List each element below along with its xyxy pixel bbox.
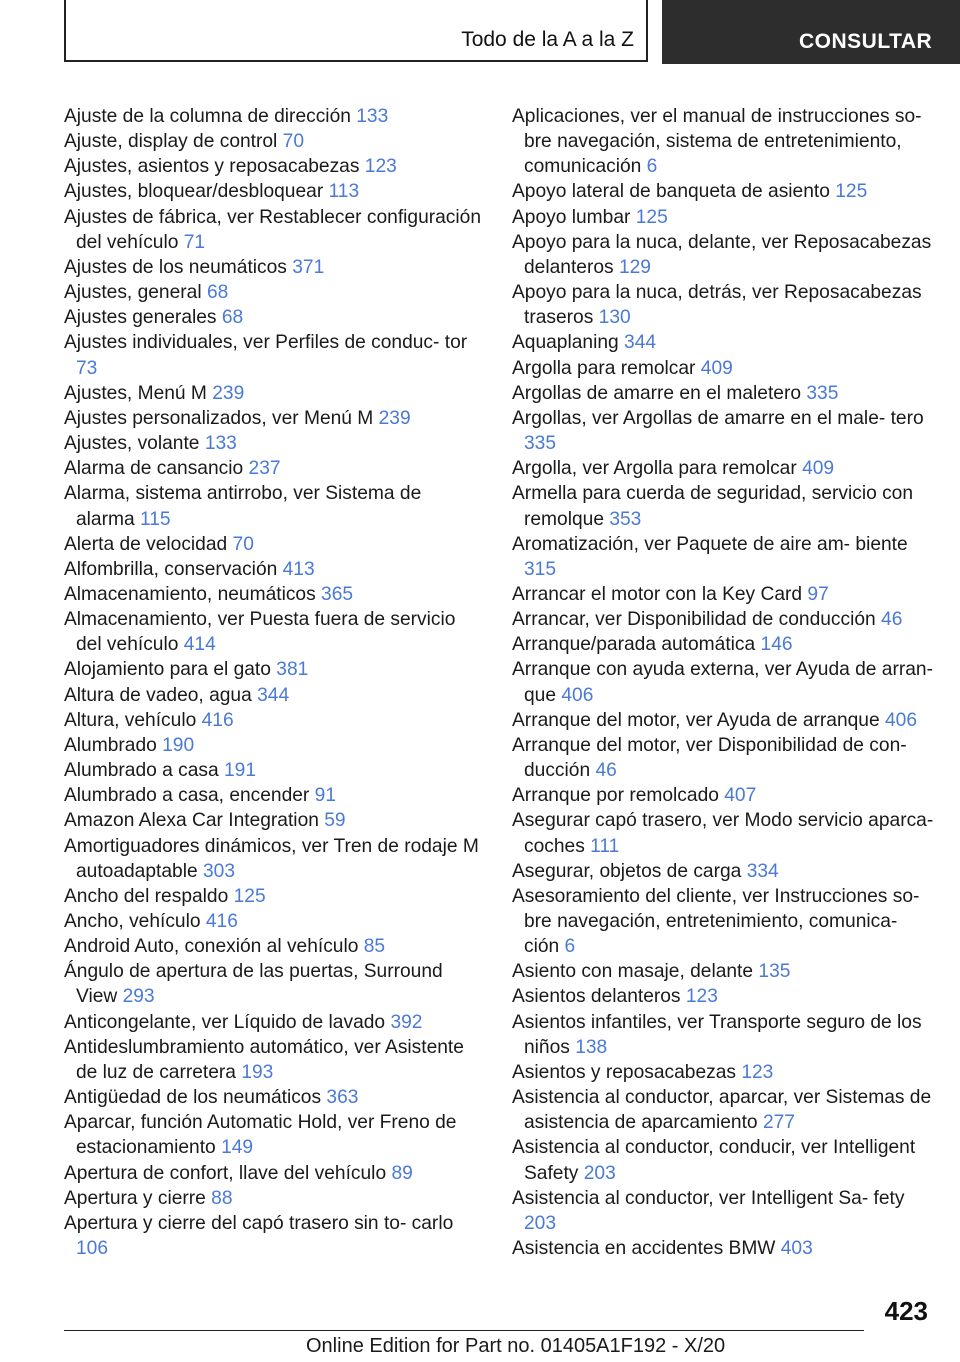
index-entry: [512, 356, 937, 381]
index-entry-text: Aplicaciones, ver el manual de instrucciones so‐ bre navegación, sistema de entretenimiento, comunicación: [512, 106, 922, 178]
index-entry: [64, 582, 484, 607]
page-link[interactable]: 335: [806, 382, 839, 404]
page-link[interactable]: 407: [724, 785, 757, 807]
index-entry: [64, 205, 484, 255]
page-link[interactable]: 409: [802, 458, 835, 480]
header-section-box: [64, 0, 648, 62]
page-link[interactable]: 191: [224, 760, 257, 782]
index-entry: [512, 1135, 937, 1185]
page-link[interactable]: 146: [760, 634, 793, 656]
index-entry-text: Apoyo para la nuca, delante, ver Reposacabezas delanteros: [512, 231, 932, 278]
index-entry: [64, 532, 484, 557]
index-entry-text: Ajustes generales: [64, 307, 217, 329]
index-entry: [64, 456, 484, 481]
page-link[interactable]: 115: [140, 508, 171, 530]
index-entry: [512, 733, 937, 783]
index-entry-text: Amortiguadores dinámicos, ver Tren de rodaje M autoadaptable: [64, 835, 479, 882]
index-entry: [64, 280, 484, 305]
index-entry: [64, 406, 484, 431]
index-entry-text: Apoyo lumbar: [512, 206, 631, 228]
footer-divider: [64, 1330, 864, 1331]
page-link[interactable]: 363: [326, 1087, 359, 1109]
page-link[interactable]: 344: [624, 332, 657, 354]
index-entry-text: Anticongelante, ver Líquido de lavado: [64, 1011, 386, 1033]
index-entry: [64, 154, 484, 179]
index-entry-text: Alfombrilla, conservación: [64, 558, 278, 580]
index-entry: [512, 179, 937, 204]
index-entry: [64, 733, 484, 758]
index-entry: [512, 959, 937, 984]
index-entry: [64, 834, 484, 884]
page-link[interactable]: 334: [746, 860, 779, 882]
index-entry: [512, 481, 937, 531]
index-entry: [512, 1010, 937, 1060]
index-entry-text: Alumbrado: [64, 734, 157, 756]
index-entry-text: Ajustes, volante: [64, 433, 200, 455]
index-entry-text: Alojamiento para el gato: [64, 659, 271, 681]
index-entry: [64, 657, 484, 682]
index-entry-text: Apertura de confort, llave del vehículo: [64, 1162, 387, 1184]
index-entry-text: Arrancar el motor con la Key Card: [512, 583, 803, 605]
page-link[interactable]: 293: [122, 986, 155, 1008]
page-link[interactable]: 371: [292, 256, 325, 278]
page-link[interactable]: 70: [232, 533, 254, 555]
index-entry: [64, 708, 484, 733]
index-entry: [512, 205, 937, 230]
index-entry-text: Asiento con masaje, delante: [512, 961, 754, 983]
index-entry: [64, 1211, 484, 1261]
index-entry: [64, 305, 484, 330]
index-entry: [512, 808, 937, 858]
page-link[interactable]: 239: [212, 382, 245, 404]
page-link[interactable]: 129: [618, 256, 651, 278]
index-entry: [512, 230, 937, 280]
index-entry-text: Apoyo lateral de banqueta de asiento: [512, 181, 830, 203]
page-link[interactable]: 85: [363, 936, 386, 958]
page-link[interactable]: 344: [257, 684, 290, 706]
index-entry-text: Android Auto, conexión al vehículo: [64, 936, 359, 958]
page-link[interactable]: 130: [598, 307, 631, 329]
page-link[interactable]: 392: [390, 1011, 423, 1033]
index-entry: [512, 884, 937, 959]
page-link[interactable]: 113: [328, 181, 360, 203]
page-link[interactable]: 123: [741, 1061, 774, 1083]
index-entry-text: Ajustes, Menú M: [64, 382, 207, 404]
page-link[interactable]: 353: [609, 508, 642, 530]
index-entry-text: Ancho del respaldo: [64, 885, 229, 907]
index-entry: [512, 1085, 937, 1135]
index-entry-text: Asientos delanteros: [512, 986, 681, 1008]
index-entry-text: Ajustes, general: [64, 282, 202, 304]
index-entry-text: Antideslumbramiento automático, ver Asistente de luz de carretera: [64, 1036, 464, 1083]
index-entry: [64, 1085, 484, 1110]
index-entry: [512, 1060, 937, 1085]
page-link[interactable]: 46: [595, 760, 617, 782]
index-entry: [64, 1110, 484, 1160]
page-link[interactable]: 406: [885, 709, 918, 731]
page-link[interactable]: 416: [201, 709, 234, 731]
index-entry: [64, 959, 484, 1009]
index-entry: [64, 607, 484, 657]
index-entry: [512, 381, 937, 406]
index-entry: [64, 1186, 484, 1211]
page-link[interactable]: 315: [524, 558, 557, 580]
page-link[interactable]: 6: [646, 156, 658, 178]
page-link[interactable]: 414: [183, 634, 216, 656]
index-entry-text: Arranque por remolcado: [512, 785, 719, 807]
index-entry-text: Apertura y cierre del capó trasero sin to‐ carlo: [64, 1212, 454, 1234]
page-link[interactable]: 89: [391, 1162, 413, 1184]
page-link[interactable]: 91: [314, 785, 337, 807]
page-link[interactable]: 70: [282, 131, 304, 153]
index-entry: [64, 381, 484, 406]
page-link[interactable]: 123: [685, 986, 718, 1008]
section-title: Todo de la A a la Z: [461, 28, 634, 51]
index-entry-text: Alumbrado a casa, encender: [64, 785, 310, 807]
page-link[interactable]: 303: [202, 860, 235, 882]
index-entry-text: Apoyo para la nuca, detrás, ver Reposacabezas traseros: [512, 282, 922, 329]
index-entry-text: Arranque/parada automática: [512, 634, 756, 656]
index-entry: [512, 859, 937, 884]
index-entry: [512, 657, 937, 707]
index-entry-text: Asesoramiento del cliente, ver Instrucciones so‐ bre navegación, entretenimiento, comunica‐ ción: [512, 885, 920, 958]
index-entry-text: Almacenamiento, neumáticos: [64, 583, 316, 605]
index-entry: [512, 984, 937, 1009]
page-link[interactable]: 277: [762, 1112, 795, 1134]
index-entry-text: Alumbrado a casa: [64, 760, 219, 782]
index-entry-text: Arranque con ayuda externa, ver Ayuda de arran‐ que: [512, 659, 933, 706]
index-entry-text: Aquaplaning: [512, 332, 619, 354]
index-entry-text: Altura de vadeo, agua: [64, 684, 252, 706]
page-link[interactable]: 365: [321, 583, 354, 605]
page-link[interactable]: 203: [583, 1162, 616, 1184]
index-entry: [512, 104, 937, 179]
index-entry: [64, 129, 484, 154]
index-entry: [512, 632, 937, 657]
index-entry-text: Arranque del motor, ver Disponibilidad de con‐ ducción: [512, 734, 907, 782]
index-entry-text: Ajustes de los neumáticos: [64, 256, 287, 278]
page-link[interactable]: 239: [378, 407, 411, 429]
page-link[interactable]: 68: [206, 282, 229, 304]
page-link[interactable]: 71: [183, 231, 206, 253]
index-entry-text: Argollas, ver Argollas de amarre en el male‐ tero: [512, 407, 924, 429]
index-entry: [512, 406, 937, 456]
index-entry: [64, 1010, 484, 1035]
page-link[interactable]: 125: [233, 885, 266, 907]
index-entry: [64, 909, 484, 934]
index-entry: [64, 557, 484, 582]
footer-edition-text: Online Edition for Part no. 01405A1F192 - X/20: [306, 1335, 726, 1357]
index-entry-text: Asegurar, objetos de carga: [512, 860, 742, 882]
index-entry-text: Ángulo de apertura de las puertas, Surround View: [64, 961, 443, 1008]
page-link[interactable]: 193: [241, 1061, 274, 1083]
index-entry: [64, 431, 484, 456]
index-column-left: [64, 104, 484, 1261]
index-entry: [64, 683, 484, 708]
index-entry: [64, 758, 484, 783]
page-link[interactable]: 73: [76, 357, 98, 379]
index-entry: [64, 1035, 484, 1085]
index-entry: [512, 783, 937, 808]
page-link[interactable]: 97: [807, 583, 829, 605]
page-link[interactable]: 133: [356, 106, 389, 127]
index-entry-text: Argolla para remolcar: [512, 357, 696, 379]
index-entry-text: Ajustes individuales, ver Perfiles de conduc‐ tor: [64, 332, 468, 354]
page-link[interactable]: 133: [204, 433, 237, 455]
index-entry-text: Ajustes personalizados, ver Menú M: [64, 407, 374, 429]
index-entry-text: Arrancar, ver Disponibilidad de conducción: [512, 609, 876, 631]
index-entry: [512, 1186, 937, 1236]
index-entry-text: Aromatización, ver Paquete de aire am‐ biente: [512, 533, 908, 555]
index-entry: [64, 104, 484, 129]
page-link[interactable]: 406: [561, 684, 594, 706]
index-entry-text: Alarma, sistema antirrobo, ver Sistema de alarma: [64, 483, 422, 530]
index-entry-text: Alarma de cansancio: [64, 458, 244, 480]
index-column-right: [512, 104, 937, 1261]
index-entry: [512, 582, 937, 607]
page-link[interactable]: 125: [635, 206, 668, 228]
page-link[interactable]: 416: [205, 911, 238, 932]
page-link[interactable]: 6: [564, 936, 576, 958]
index-entry: [64, 884, 484, 909]
index-entry-text: Asientos y reposacabezas: [512, 1061, 736, 1083]
index-entry-text: Ajuste, display de control: [64, 131, 278, 153]
page-link[interactable]: 203: [524, 1212, 557, 1234]
index-entry-text: Alerta de velocidad: [64, 533, 228, 555]
page-link[interactable]: 413: [282, 558, 315, 580]
index-entry-text: Asistencia al conductor, aparcar, ver Sistemas de asistencia de aparcamiento: [512, 1087, 932, 1134]
index-entry-text: Asistencia al conductor, ver Intelligent Sa‐ fety: [512, 1187, 905, 1209]
index-entry-text: Altura, vehículo: [64, 709, 197, 731]
page-link[interactable]: 46: [881, 609, 903, 631]
index-entry: [64, 808, 484, 833]
index-entry: [64, 783, 484, 808]
index-entry-text: Ajuste de la columna de dirección: [64, 106, 351, 127]
index-entry: [512, 1236, 937, 1261]
index-entry-text: Ajustes, asientos y reposacabezas: [64, 156, 360, 178]
page-link[interactable]: 135: [758, 961, 791, 983]
index-entry-text: Asegurar capó trasero, ver Modo servicio aparca‐ coches: [512, 810, 934, 857]
index-entry-text: Antigüedad de los neumáticos: [64, 1087, 322, 1109]
page-link[interactable]: 123: [364, 156, 397, 178]
index-entry: [64, 934, 484, 959]
index-entry-text: Almacenamiento, ver Puesta fuera de servicio del vehículo: [64, 609, 456, 656]
index-entry: [512, 280, 937, 330]
page-link[interactable]: 403: [780, 1238, 813, 1260]
index-entry-text: Aparcar, función Automatic Hold, ver Freno de estacionamiento: [64, 1112, 457, 1159]
page-link[interactable]: 59: [324, 810, 346, 832]
page-link[interactable]: 381: [276, 659, 309, 681]
index-entry: [512, 330, 937, 355]
index-entry: [512, 708, 937, 733]
index-entry: [512, 456, 937, 481]
page-link[interactable]: 106: [76, 1238, 109, 1260]
index-entry-text: Asientos infantiles, ver Transporte seguro de los niños: [512, 1011, 922, 1058]
index-entry: [512, 607, 937, 632]
page-link[interactable]: 88: [211, 1187, 233, 1209]
index-entry-text: Amazon Alexa Car Integration: [64, 810, 319, 832]
page-link[interactable]: 409: [700, 357, 733, 379]
index-entry: [64, 179, 484, 204]
page-link[interactable]: 149: [221, 1137, 254, 1159]
consultar-tab[interactable]: CONSULTAR: [662, 0, 960, 64]
index-entry-text: Argolla, ver Argolla para remolcar: [512, 458, 797, 480]
index-entry: [64, 330, 484, 380]
page-link[interactable]: 335: [524, 433, 557, 455]
index-entry-text: Arranque del motor, ver Ayuda de arranque: [512, 709, 880, 731]
index-entry-text: Apertura y cierre: [64, 1187, 206, 1209]
index-entry-text: Asistencia al conductor, conducir, ver Intelligent Safety: [512, 1137, 916, 1184]
page-number: 423: [884, 1296, 928, 1326]
page-link[interactable]: 237: [248, 458, 281, 480]
index-entry-text: Ancho, vehículo: [64, 911, 201, 932]
index-entry-text: Asistencia en accidentes BMW: [512, 1238, 776, 1260]
page-link[interactable]: 190: [162, 734, 195, 756]
page-link[interactable]: 111: [590, 835, 620, 857]
index-entry: [64, 255, 484, 280]
page-link[interactable]: 68: [221, 307, 244, 329]
index-entry-text: Ajustes, bloquear/desbloquear: [64, 181, 324, 203]
page-link[interactable]: 138: [575, 1036, 608, 1058]
index-entry: [64, 1161, 484, 1186]
page-link[interactable]: 125: [835, 181, 868, 203]
index-entry: [64, 481, 484, 531]
index-entry-text: Armella para cuerda de seguridad, servicio con remolque: [512, 483, 914, 530]
index-entry: [512, 532, 937, 582]
index-entry-text: Argollas de amarre en el maletero: [512, 382, 802, 404]
index-entry-text: Ajustes de fábrica, ver Restablecer configuración del vehículo: [64, 206, 482, 253]
